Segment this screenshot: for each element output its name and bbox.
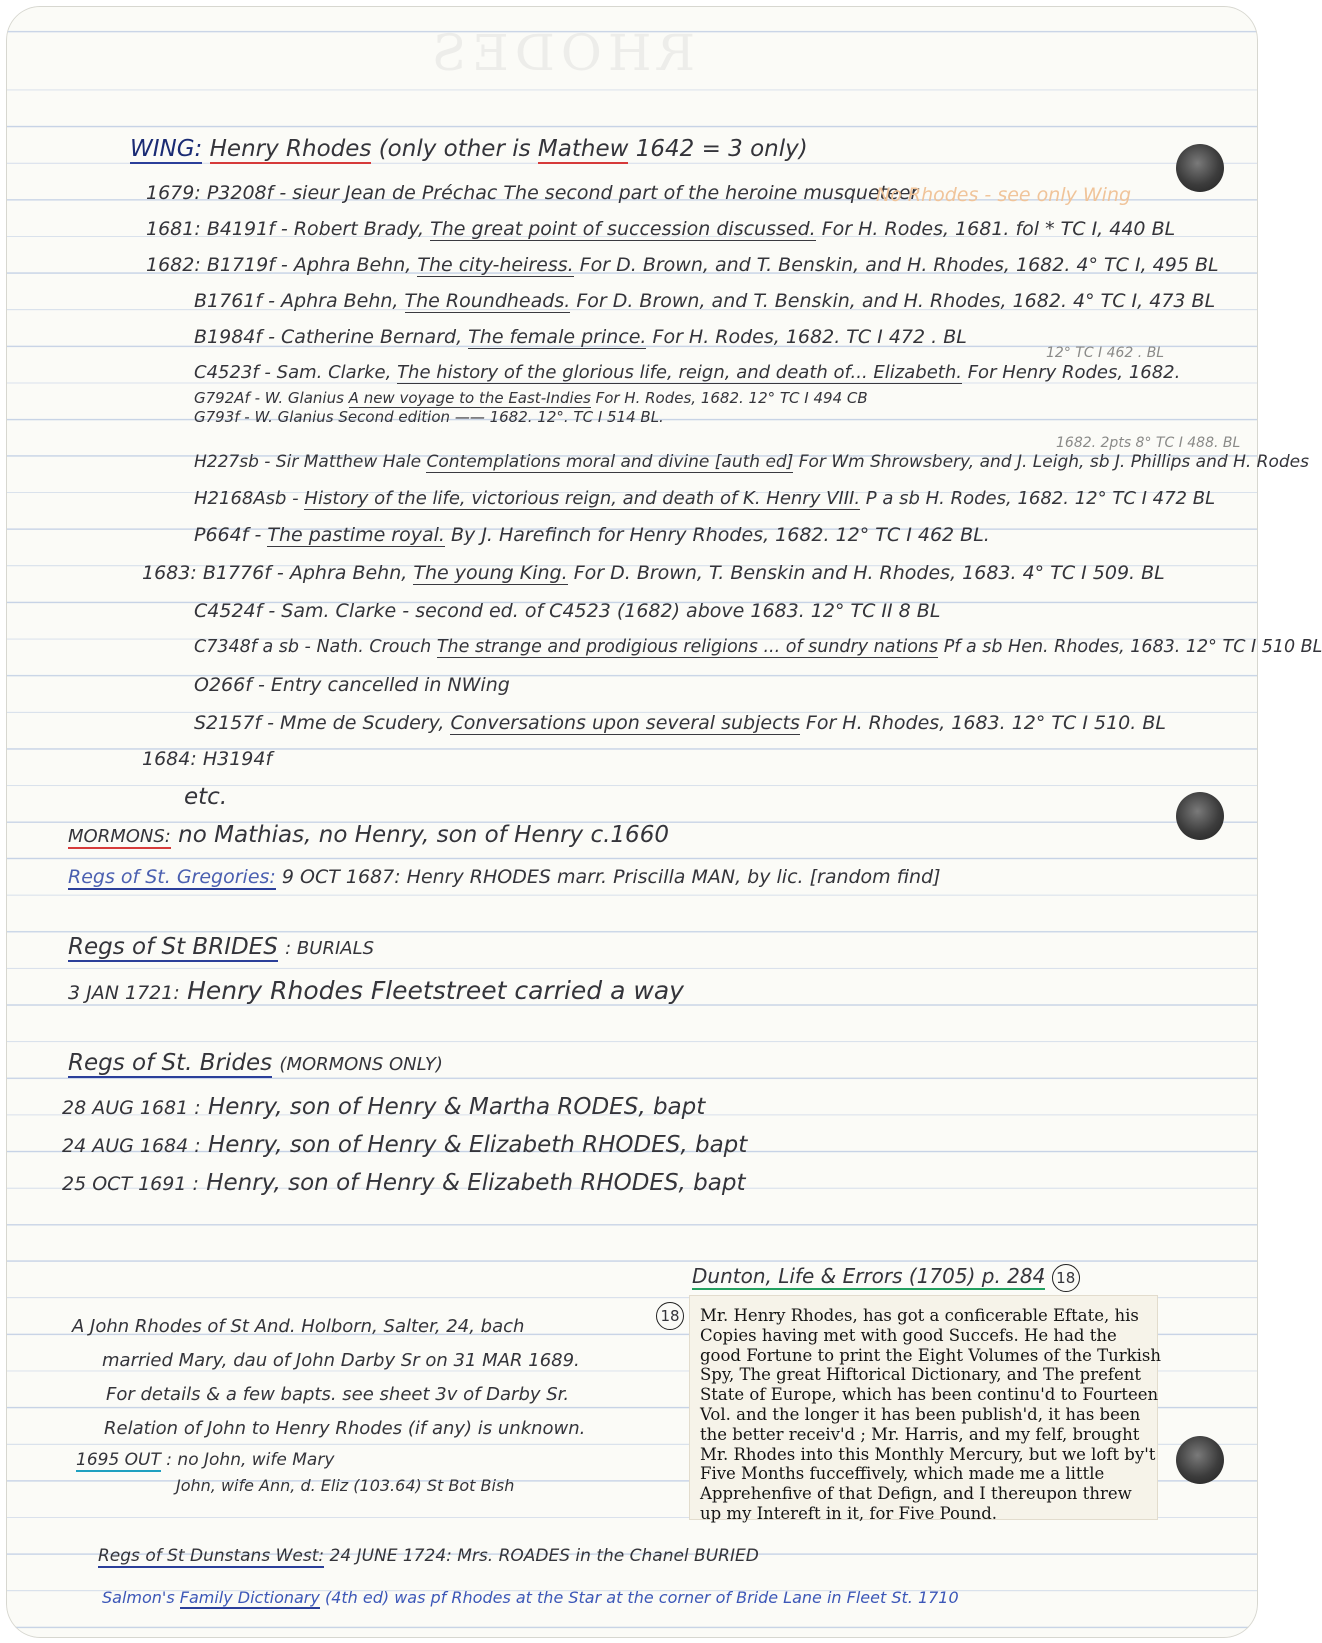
brides-burials-heading bbox=[68, 936, 374, 959]
entry-title: The Roundheads. bbox=[404, 290, 571, 312]
entry-title: The city-heiress. bbox=[417, 254, 574, 276]
brides-burials-label: Regs of St BRIDES bbox=[68, 934, 278, 960]
entry-imprint: - second ed. of C4523 (1682) above 1683. 12° TC II 8 BL bbox=[402, 600, 941, 622]
entry-code: H3194f bbox=[202, 748, 273, 770]
baptism-row bbox=[62, 1096, 705, 1119]
wing-entry bbox=[194, 292, 1215, 311]
dunstans-text: 24 JUNE 1724: Mrs. ROADES in the Chanel BURIED bbox=[329, 1546, 759, 1566]
wing-entry bbox=[142, 564, 1165, 583]
john-line: A John Rhodes of St And. Holborn, Salter, 24, bach bbox=[72, 1316, 525, 1337]
clipping-line: Apprehenfive of that Defign, and I thereupon threw bbox=[700, 1484, 1132, 1504]
punch-hole-middle bbox=[1176, 792, 1224, 840]
entry-author: Entry cancelled in NWing bbox=[270, 674, 510, 696]
mormons-label: MORMONS: bbox=[68, 826, 171, 847]
punch-hole-bottom bbox=[1176, 1436, 1224, 1484]
brides-burials-sub: : BURIALS bbox=[285, 938, 375, 959]
wing-entry bbox=[194, 410, 664, 425]
wing-label: WING: bbox=[130, 136, 203, 162]
entry-imprint: For D. Brown, T. Benskin and H. Rhodes, 1683. 4° TC I 509. BL bbox=[573, 562, 1165, 584]
entry-title: Conversations upon several subjects bbox=[450, 712, 800, 734]
entry-author: Aphra Behn, bbox=[289, 562, 408, 584]
wing-entry bbox=[142, 750, 272, 769]
john-1695-detail: John, wife Ann, d. Eliz (103.64) St Bot Bish bbox=[176, 1476, 515, 1495]
wing-entry bbox=[146, 220, 1175, 239]
baptism-text: Henry, son of Henry & Martha RODES, bapt bbox=[208, 1094, 706, 1120]
entry-above-note: 12° TC I 462 . BL bbox=[1046, 345, 1165, 361]
entry-year: 1681: bbox=[146, 218, 201, 240]
entry-author: Sam. Clarke bbox=[281, 600, 397, 622]
entry-author: Mme de Scudery, bbox=[280, 712, 445, 734]
salmon-line bbox=[102, 1590, 959, 1606]
wing-entry bbox=[194, 602, 940, 621]
wing-entry bbox=[194, 676, 510, 695]
john-1695-line bbox=[76, 1452, 334, 1469]
clipping-line: good Fortune to print the Eight Volumes of the Turkish bbox=[700, 1345, 1161, 1365]
entry-year: 1682: bbox=[146, 254, 201, 276]
entry-code: P3208f - bbox=[206, 182, 287, 204]
clipping-line: Vol. and the longer it has been publish'd, it has been bbox=[700, 1404, 1141, 1424]
wing-name: Henry Rhodes bbox=[209, 136, 372, 162]
entry-title: The second part of the heroine musqueteer bbox=[503, 182, 919, 204]
entry-title: A new voyage to the East-Indies bbox=[348, 389, 591, 407]
entry-author: Aphra Behn, bbox=[293, 254, 412, 276]
entry-code: C7348f a sb - bbox=[194, 637, 311, 657]
clipping-line: State of Europe, which has been continu'd to Fourteen bbox=[700, 1385, 1159, 1405]
bleed-through-heading: RHODES bbox=[426, 24, 696, 82]
john-1695-label: 1695 OUT bbox=[76, 1450, 161, 1470]
entry-year: 1683: bbox=[142, 562, 197, 584]
entry-code: B4191f - bbox=[206, 218, 288, 240]
entry-code: P664f - bbox=[194, 524, 262, 546]
wing-entry bbox=[194, 526, 990, 545]
entry-author: Aphra Behn, bbox=[281, 290, 399, 312]
entry-code: S2157f - bbox=[194, 712, 274, 734]
wing-side-note: No Rhodes - see only Wing bbox=[876, 184, 1132, 206]
wing-entry bbox=[146, 256, 1219, 275]
salmon-label: Family Dictionary bbox=[179, 1588, 320, 1607]
entry-imprint: For H. Rodes, 1681. fol * TC I, 440 BL bbox=[821, 218, 1176, 240]
entry-title: The young King. bbox=[413, 562, 568, 584]
entry-imprint: For Henry Rodes, 1682. bbox=[967, 362, 1181, 383]
baptism-date: 24 AUG 1684 : bbox=[62, 1135, 201, 1157]
gregories-text: 9 OCT 1687: Henry RHODES marr. Priscilla MAN, by lic. [random find] bbox=[281, 866, 941, 888]
dunton-label: Dunton, Life & Errors (1705) p. 284 bbox=[692, 1264, 1046, 1288]
baptism-text: Henry, son of Henry & Elizabeth RHODES, bapt bbox=[206, 1170, 746, 1196]
brides-mormons-heading bbox=[68, 1052, 443, 1075]
dunton-heading bbox=[692, 1264, 1080, 1292]
book-clipping bbox=[690, 1296, 1161, 1523]
wing-entry bbox=[194, 714, 1166, 733]
wing-entry bbox=[194, 391, 868, 406]
dunton-number: 18 bbox=[1052, 1264, 1080, 1292]
entry-title: Contemplations moral and divine [auth ed] bbox=[426, 452, 794, 472]
entry-code: C4523f - bbox=[194, 362, 271, 383]
entry-code: H227sb - bbox=[194, 452, 271, 472]
entry-code: O266f - bbox=[194, 674, 265, 696]
entry-imprint: For D. Brown, and T. Benskin, and H. Rhodes, 1682. 4° TC I, 473 BL bbox=[576, 290, 1216, 312]
entry-title: The strange and prodigious religions ... of sundry nations bbox=[436, 637, 939, 657]
wing-note-pre: (only other is bbox=[378, 136, 531, 162]
entry-author: Nath. Crouch bbox=[316, 637, 432, 657]
john-line: For details & a few bapts. see sheet 3v of Darby Sr. bbox=[106, 1384, 570, 1405]
entry-imprint: For H. Rodes, 1682. 12° TC I 494 CB bbox=[595, 389, 868, 407]
entry-code: B1761f - bbox=[194, 290, 275, 312]
entry-imprint: P a sb H. Rodes, 1682. 12° TC I 472 BL bbox=[865, 488, 1216, 509]
wing-entry bbox=[146, 184, 918, 203]
clipping-line: Mr. Henry Rhodes, has got a conficerable Eftate, his bbox=[700, 1306, 1139, 1325]
dunstans-label: Regs of St Dunstans West: bbox=[98, 1546, 325, 1566]
entry-imprint: —— 1682. 12°. TC I 514 BL. bbox=[454, 408, 664, 426]
baptism-row bbox=[62, 1134, 747, 1157]
wing-entry bbox=[194, 454, 1309, 471]
notebook-page bbox=[6, 6, 1322, 1638]
entry-title: Second edition bbox=[338, 408, 451, 426]
entry-code: C4524f - bbox=[194, 600, 276, 622]
gregories-line bbox=[68, 868, 941, 887]
entry-title: The history of the glorious life, reign, and death of... Elizabeth. bbox=[397, 362, 962, 383]
wing-note-name: Mathew bbox=[537, 136, 629, 162]
entry-author: Sir Matthew Hale bbox=[275, 452, 422, 472]
entry-author: Robert Brady, bbox=[293, 218, 425, 240]
entry-imprint: For Wm Shrowsbery, and J. Leigh, sb J. Phillips and H. Rodes bbox=[798, 452, 1309, 472]
wing-note-post: 1642 = 3 only) bbox=[635, 136, 808, 162]
entry-author: W. Glanius bbox=[254, 408, 334, 426]
entry-imprint: By J. Harefinch for Henry Rhodes, 1682. 12° TC I 462 BL. bbox=[451, 524, 990, 546]
john-line: married Mary, dau of John Darby Sr on 31 MAR 1689. bbox=[102, 1350, 580, 1371]
entry-title: The great point of succession discussed. bbox=[430, 218, 816, 240]
entry-author: Sam. Clarke, bbox=[276, 362, 392, 383]
clipping-line: up my Intereft in it, for Five Pound. bbox=[700, 1503, 998, 1523]
entry-title: The pastime royal. bbox=[267, 524, 445, 546]
entry-imprint: For H. Rhodes, 1683. 12° TC I 510. BL bbox=[805, 712, 1166, 734]
entry-title: History of the life, victorious reign, and death of K. Henry VIII. bbox=[304, 488, 861, 509]
clipping-line: Mr. Rhodes into this Monthly Mercury, but we loft by't bbox=[700, 1444, 1156, 1464]
burial-text: Henry Rhodes Fleetstreet carried a way bbox=[187, 976, 684, 1005]
wing-etc: etc. bbox=[184, 784, 228, 810]
entry-author: Catherine Bernard, bbox=[281, 326, 463, 348]
salmon-text: (4th ed) was pf Rhodes at the Star at the corner of Bride Lane in Fleet St. 1710 bbox=[324, 1588, 959, 1607]
entry-author: W. Glanius bbox=[264, 389, 344, 407]
john-1695-text: : no John, wife Mary bbox=[166, 1450, 335, 1470]
entry-code: B1776f - bbox=[202, 562, 284, 584]
mormons-line bbox=[68, 824, 669, 847]
burial-date: 3 JAN 1721: bbox=[68, 982, 180, 1004]
wing-entry bbox=[194, 490, 1215, 508]
gregories-label: Regs of St. Gregories: bbox=[68, 866, 276, 888]
punch-hole-top bbox=[1176, 144, 1224, 192]
entry-year: 1684: bbox=[142, 748, 197, 770]
entry-code: G793f - bbox=[194, 408, 250, 426]
mormons-text: no Mathias, no Henry, son of Henry c.1660 bbox=[178, 822, 669, 848]
brides-mormons-sub: (MORMONS ONLY) bbox=[279, 1054, 443, 1075]
dunstans-line bbox=[98, 1548, 759, 1565]
baptism-date: 25 OCT 1691 : bbox=[62, 1173, 199, 1195]
entry-code: H2168Asb - bbox=[194, 488, 299, 509]
clipping-line: Copies having met with good Succefs. He had the bbox=[700, 1325, 1117, 1345]
entry-code: B1719f - bbox=[206, 254, 288, 276]
wing-heading bbox=[130, 138, 808, 161]
wing-entry bbox=[194, 328, 967, 347]
clipping-line: Spy, The great Hiftorical Dictionary, and The prefent bbox=[700, 1365, 1141, 1385]
entry-imprint: For D. Brown, and T. Benskin, and H. Rhodes, 1682. 4° TC I, 495 BL bbox=[579, 254, 1219, 276]
clipping-line: the better receiv'd ; Mr. Harris, and my felf, brought bbox=[700, 1424, 1140, 1444]
clipping-number bbox=[656, 1302, 684, 1330]
entry-above-note: 1682. 2pts 8° TC I 488. BL bbox=[1056, 435, 1241, 451]
entry-title: The female prince. bbox=[468, 326, 647, 348]
entry-year: 1679: bbox=[146, 182, 201, 204]
clipping-number-circle: 18 bbox=[656, 1302, 684, 1330]
brides-mormons-label: Regs of St. Brides bbox=[68, 1050, 273, 1076]
entry-imprint: For H. Rodes, 1682. TC I 472 . BL bbox=[652, 326, 967, 348]
baptism-text: Henry, son of Henry & Elizabeth RHODES, bapt bbox=[208, 1132, 748, 1158]
wing-entry bbox=[194, 364, 1180, 382]
entry-imprint: Pf a sb Hen. Rhodes, 1683. 12° TC I 510 BL bbox=[943, 637, 1322, 657]
baptism-date: 28 AUG 1681 : bbox=[62, 1097, 201, 1119]
salmon-pre: Salmon's bbox=[102, 1588, 175, 1607]
clipping-line: Five Months fucceffively, which made me a little bbox=[700, 1464, 1105, 1484]
brides-burial-entry bbox=[68, 978, 684, 1004]
baptism-row bbox=[62, 1172, 746, 1195]
entry-code: G792Af - bbox=[194, 389, 260, 407]
john-line: Relation of John to Henry Rhodes (if any) is unknown. bbox=[104, 1418, 586, 1439]
wing-entry bbox=[194, 639, 1322, 657]
clipping-text bbox=[700, 1306, 1161, 1524]
entry-author: sieur Jean de Préchac bbox=[292, 182, 498, 204]
entry-code: B1984f - bbox=[194, 326, 275, 348]
